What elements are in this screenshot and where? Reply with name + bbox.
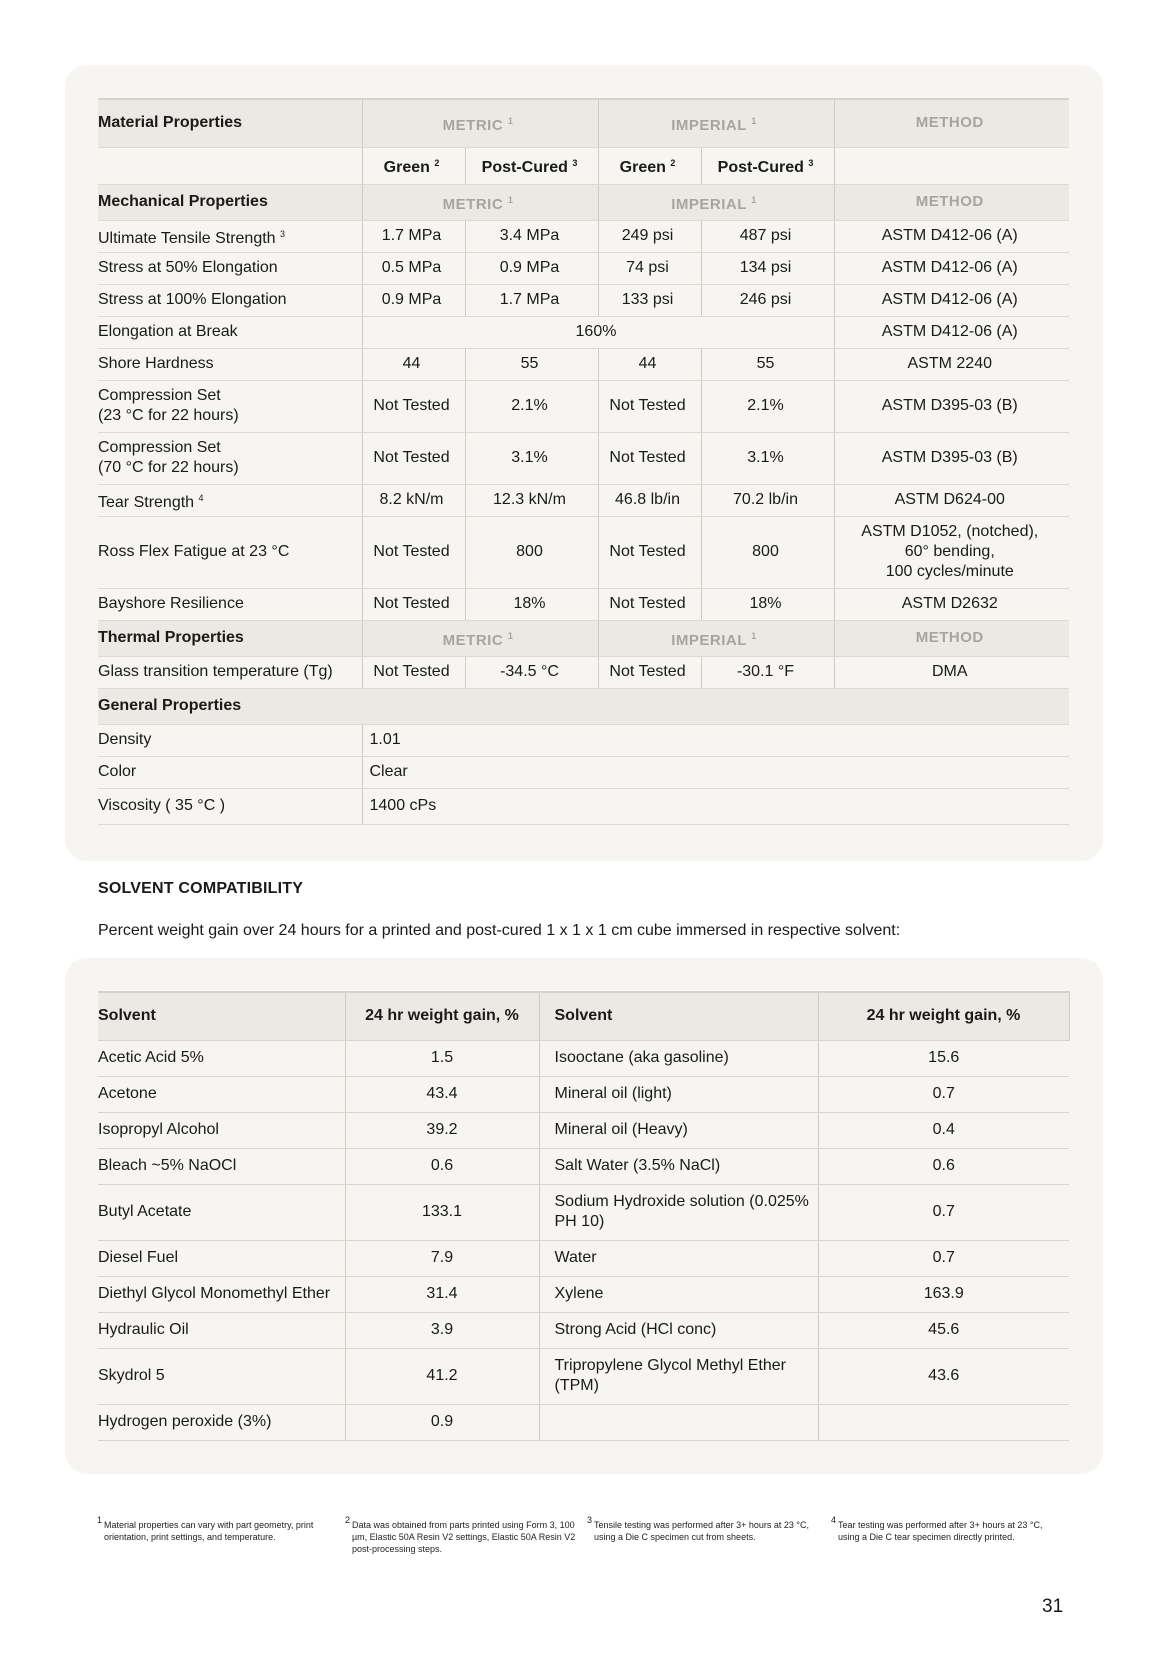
metric-green-value: 0.9 MPa	[362, 284, 465, 316]
imperial-postcured-value: 246 psi	[701, 284, 834, 316]
solvent-name: Water	[539, 1240, 818, 1276]
general-properties-heading: General Properties	[98, 688, 1069, 724]
table-row	[98, 252, 1069, 284]
metric-green-value: 8.2 kN/m	[362, 484, 465, 516]
method-value: ASTM D412-06 (A)	[834, 220, 1069, 252]
imperial-green-value: Not Tested	[598, 516, 701, 588]
solvent-name: Hydrogen peroxide (3%)	[98, 1404, 345, 1440]
imperial-postcured-value: 800	[701, 516, 834, 588]
imperial-green-value: 74 psi	[598, 252, 701, 284]
imperial-green-value: 44	[598, 348, 701, 380]
imperial-green-value: 46.8 lb/in	[598, 484, 701, 516]
weight-gain-value: 3.9	[345, 1312, 539, 1348]
property-label: Glass transition temperature (Tg)	[98, 656, 362, 688]
weight-gain-value: 0.6	[345, 1148, 539, 1184]
weight-gain-value: 43.4	[345, 1076, 539, 1112]
footnote-text: Material properties can vary with part geometry, print orientation, print settings, and temperature.	[104, 1520, 314, 1542]
imperial-postcured-value: 18%	[701, 588, 834, 620]
table-row	[98, 484, 1069, 516]
footnote-text: Data was obtained from parts printed using Form 3, 100 µm, Elastic 50A Resin V2 settings, Elastic 50A Resin V2 post-processing steps.	[352, 1520, 576, 1554]
imperial-postcured-value: -30.1 °F	[701, 656, 834, 688]
metric-postcured-value: 2.1%	[465, 380, 598, 432]
imperial-postcured-value: 134 psi	[701, 252, 834, 284]
thermal-properties-heading: Thermal Properties	[98, 620, 362, 656]
weight-gain-value: 41.2	[345, 1348, 539, 1404]
table-row	[98, 588, 1069, 620]
solvent-name: Strong Acid (HCl conc)	[539, 1312, 818, 1348]
weight-gain-value: 15.6	[818, 1040, 1069, 1076]
metric-green-heading: Green $^2$	[362, 147, 465, 184]
table-row	[98, 756, 1069, 788]
metric-heading: METRIC $^1$	[362, 99, 598, 147]
metric-green-value: Not Tested	[362, 656, 465, 688]
general-section-row	[98, 688, 1069, 724]
imperial-heading: IMPERIAL $^1$	[598, 99, 834, 147]
imperial-postcured-value: 70.2 lb/in	[701, 484, 834, 516]
solvent-name: Hydraulic Oil	[98, 1312, 345, 1348]
imperial-green-value: Not Tested	[598, 432, 701, 484]
weight-gain-heading: 24 hr weight gain, %	[345, 992, 539, 1040]
imperial-heading: IMPERIAL $^1$	[598, 620, 834, 656]
table-subheader-row	[98, 147, 1069, 184]
weight-gain-value: 133.1	[345, 1184, 539, 1240]
footnote-number: 4	[831, 1515, 837, 1525]
metric-postcured-value: 800	[465, 516, 598, 588]
metric-postcured-heading: Post-Cured $^3$	[465, 147, 598, 184]
footnote-1	[97, 1515, 329, 1543]
property-label: Stress at 50% Elongation	[98, 252, 362, 284]
solvent-name: Sodium Hydroxide solution (0.025% PH 10)	[539, 1184, 818, 1240]
metric-green-value: Not Tested	[362, 588, 465, 620]
method-heading: METHOD	[834, 620, 1069, 656]
method-value: ASTM D412-06 (A)	[834, 252, 1069, 284]
table-row	[98, 1040, 1069, 1076]
property-label: Stress at 100% Elongation	[98, 284, 362, 316]
solvent-name: Butyl Acetate	[98, 1184, 345, 1240]
material-properties-heading: Material Properties	[98, 99, 362, 147]
table-row	[98, 1240, 1069, 1276]
metric-green-value: Not Tested	[362, 380, 465, 432]
imperial-postcured-value: 55	[701, 348, 834, 380]
metric-postcured-value: -34.5 °C	[465, 656, 598, 688]
weight-gain-value: 1.5	[345, 1040, 539, 1076]
method-value: ASTM D1052, (notched), 60° bending, 100 cycles/minute	[834, 516, 1069, 588]
mechanical-section-row	[98, 184, 1069, 220]
imperial-postcured-value: 487 psi	[701, 220, 834, 252]
imperial-green-value: Not Tested	[598, 656, 701, 688]
solvent-name: Tripropylene Glycol Methyl Ether (TPM)	[539, 1348, 818, 1404]
table-row	[98, 432, 1069, 484]
metric-green-value: Not Tested	[362, 516, 465, 588]
table-row	[98, 284, 1069, 316]
property-label: Shore Hardness	[98, 348, 362, 380]
solvent-header-row	[98, 992, 1069, 1040]
solvent-name: Mineral oil (light)	[539, 1076, 818, 1112]
table-row	[98, 1076, 1069, 1112]
footnote-4	[831, 1515, 1063, 1543]
table-row	[98, 220, 1069, 252]
table-row	[98, 724, 1069, 756]
weight-gain-value	[818, 1404, 1069, 1440]
blank-cell	[98, 147, 362, 184]
property-value: 1400 cPs	[362, 788, 1069, 824]
metric-postcured-value: 1.7 MPa	[465, 284, 598, 316]
weight-gain-value: 0.7	[818, 1184, 1069, 1240]
metric-green-value: 0.5 MPa	[362, 252, 465, 284]
property-label: Density	[98, 724, 362, 756]
weight-gain-value: 0.6	[818, 1148, 1069, 1184]
metric-green-value: Not Tested	[362, 432, 465, 484]
imperial-green-value: 133 psi	[598, 284, 701, 316]
table-row	[98, 1348, 1069, 1404]
imperial-green-value: Not Tested	[598, 380, 701, 432]
solvent-name: Isopropyl Alcohol	[98, 1112, 345, 1148]
mechanical-properties-heading: Mechanical Properties	[98, 184, 362, 220]
metric-green-value: 44	[362, 348, 465, 380]
property-label: Viscosity ( 35 °C )	[98, 788, 362, 824]
table-row	[98, 316, 1069, 348]
footnote-text: Tensile testing was performed after 3+ hours at 23 °C, using a Die C specimen cut from sheets.	[594, 1520, 809, 1542]
metric-postcured-value: 3.1%	[465, 432, 598, 484]
weight-gain-value: 7.9	[345, 1240, 539, 1276]
metric-heading: METRIC $^1$	[362, 620, 598, 656]
property-label: Tear Strength $^4$	[98, 484, 362, 516]
table-row	[98, 516, 1069, 588]
table-row	[98, 788, 1069, 824]
metric-postcured-value: 12.3 kN/m	[465, 484, 598, 516]
solvent-name: Mineral oil (Heavy)	[539, 1112, 818, 1148]
solvent-name: Skydrol 5	[98, 1348, 345, 1404]
weight-gain-heading: 24 hr weight gain, %	[818, 992, 1069, 1040]
thermal-section-row	[98, 620, 1069, 656]
method-value: ASTM 2240	[834, 348, 1069, 380]
method-value: ASTM D395-03 (B)	[834, 380, 1069, 432]
table-row	[98, 1184, 1069, 1240]
solvent-name	[539, 1404, 818, 1440]
metric-postcured-value: 55	[465, 348, 598, 380]
solvent-table	[98, 991, 1070, 1441]
imperial-postcured-heading: Post-Cured $^3$	[701, 147, 834, 184]
metric-heading: METRIC $^1$	[362, 184, 598, 220]
metric-green-value: 1.7 MPa	[362, 220, 465, 252]
property-label: Bayshore Resilience	[98, 588, 362, 620]
table-header-row	[98, 99, 1069, 147]
footnote-number: 1	[97, 1515, 103, 1525]
property-label: Compression Set (70 °C for 22 hours)	[98, 432, 362, 484]
metric-postcured-value: 3.4 MPa	[465, 220, 598, 252]
imperial-postcured-value: 2.1%	[701, 380, 834, 432]
weight-gain-value: 163.9	[818, 1276, 1069, 1312]
weight-gain-value: 0.7	[818, 1076, 1069, 1112]
property-value: Clear	[362, 756, 1069, 788]
solvent-name: Diesel Fuel	[98, 1240, 345, 1276]
method-value: ASTM D2632	[834, 588, 1069, 620]
footnote-3	[587, 1515, 819, 1543]
footnote-number: 3	[587, 1515, 593, 1525]
imperial-postcured-value: 3.1%	[701, 432, 834, 484]
imperial-green-value: Not Tested	[598, 588, 701, 620]
table-row	[98, 1112, 1069, 1148]
solvent-name: Bleach ~5% NaOCl	[98, 1148, 345, 1184]
solvent-heading: Solvent	[98, 992, 345, 1040]
blank-cell	[834, 147, 1069, 184]
method-heading: METHOD	[834, 99, 1069, 147]
merged-value: 160%	[362, 316, 834, 348]
property-label: Ultimate Tensile Strength $^3$	[98, 220, 362, 252]
footnote-text: Tear testing was performed after 3+ hours at 23 °C, using a Die C tear specimen directly printed.	[838, 1520, 1043, 1542]
imperial-heading: IMPERIAL $^1$	[598, 184, 834, 220]
solvent-name: Acetic Acid 5%	[98, 1040, 345, 1076]
metric-postcured-value: 18%	[465, 588, 598, 620]
weight-gain-value: 31.4	[345, 1276, 539, 1312]
solvent-name: Acetone	[98, 1076, 345, 1112]
solvent-name: Diethyl Glycol Monomethyl Ether	[98, 1276, 345, 1312]
table-row	[98, 656, 1069, 688]
table-row	[98, 380, 1069, 432]
method-value: ASTM D395-03 (B)	[834, 432, 1069, 484]
weight-gain-value: 0.9	[345, 1404, 539, 1440]
solvent-name: Isooctane (aka gasoline)	[539, 1040, 818, 1076]
page-number: 31	[1042, 1596, 1064, 1617]
weight-gain-value: 0.4	[818, 1112, 1069, 1148]
solvent-card	[65, 958, 1103, 1474]
solvent-name: Xylene	[539, 1276, 818, 1312]
weight-gain-value: 45.6	[818, 1312, 1069, 1348]
solvent-intro-text: Percent weight gain over 24 hours for a printed and post-cured 1 x 1 x 1 cm cube immersed in respective solvent:	[98, 922, 901, 939]
solvent-compatibility-title: SOLVENT COMPATIBILITY	[98, 880, 304, 897]
table-row	[98, 348, 1069, 380]
method-value: ASTM D624-00	[834, 484, 1069, 516]
method-value: ASTM D412-06 (A)	[834, 284, 1069, 316]
table-row	[98, 1148, 1069, 1184]
property-value: 1.01	[362, 724, 1069, 756]
table-row	[98, 1276, 1069, 1312]
solvent-heading: Solvent	[539, 992, 818, 1040]
table-row	[98, 1312, 1069, 1348]
weight-gain-value: 43.6	[818, 1348, 1069, 1404]
property-label: Compression Set (23 °C for 22 hours)	[98, 380, 362, 432]
property-label: Color	[98, 756, 362, 788]
method-value: ASTM D412-06 (A)	[834, 316, 1069, 348]
footnote-2	[345, 1515, 577, 1555]
method-value: DMA	[834, 656, 1069, 688]
property-label: Ross Flex Fatigue at 23 °C	[98, 516, 362, 588]
imperial-green-value: 249 psi	[598, 220, 701, 252]
metric-postcured-value: 0.9 MPa	[465, 252, 598, 284]
solvent-name: Salt Water (3.5% NaCl)	[539, 1148, 818, 1184]
weight-gain-value: 39.2	[345, 1112, 539, 1148]
table-row	[98, 1404, 1069, 1440]
properties-card	[65, 65, 1103, 861]
weight-gain-value: 0.7	[818, 1240, 1069, 1276]
footnote-number: 2	[345, 1515, 351, 1525]
material-properties-table	[98, 98, 1069, 825]
method-heading: METHOD	[834, 184, 1069, 220]
imperial-green-heading: Green $^2$	[598, 147, 701, 184]
property-label: Elongation at Break	[98, 316, 362, 348]
